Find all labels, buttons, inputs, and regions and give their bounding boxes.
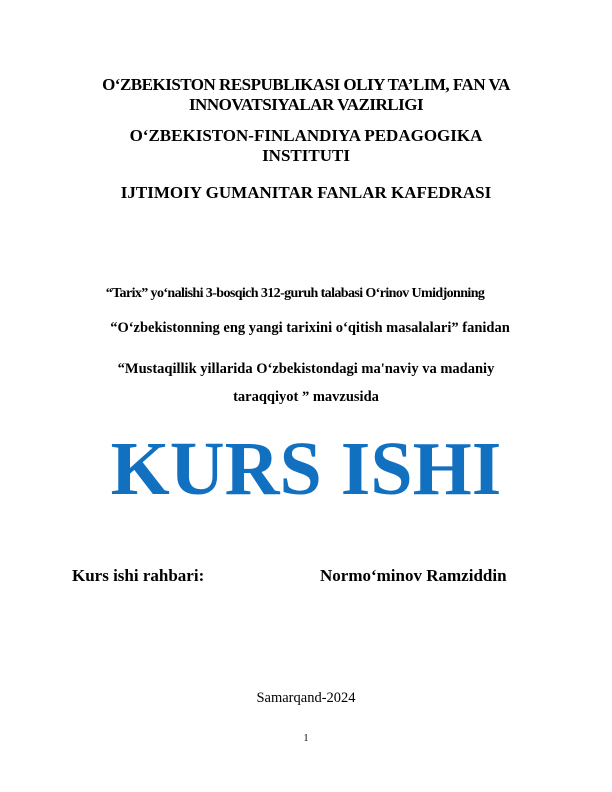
institute-heading (80, 126, 532, 166)
topic-line-2: taraqqiyot ” mavzusida (233, 389, 379, 405)
topic-line-1: “Mustaqillik yillarida O‘zbekistondagi ma'naviy va madaniy (117, 361, 495, 377)
topic-line (70, 355, 542, 411)
ministry-heading-line-1: O‘ZBEKISTON RESPUBLIKASI OLIY TA’LIM, FAN VA (102, 75, 510, 94)
city-year: Samarqand-2024 (256, 690, 356, 706)
ministry-heading (60, 75, 552, 115)
work-title: KURS ISHI (110, 427, 502, 511)
institute-heading-line-1: O‘ZBEKISTON-FINLANDIYA PEDAGOGIKA (129, 126, 483, 145)
student-line: “Tarix” yo‘nalishi 3-bosqich 312-guruh talabasi O‘rinov Umidjonning (105, 286, 485, 301)
department-heading: IJTIMOIY GUMANITAR FANLAR KAFEDRASI (120, 183, 492, 202)
supervisor-label: Kurs ishi rahbari: (72, 566, 205, 585)
page-number: 1 (303, 733, 309, 744)
subject-line: “O‘zbekistonning eng yangi tarixini o‘qitish masalalari” fanidan (110, 320, 510, 336)
ministry-heading-line-2: INNOVATSIYALAR VAZIRLIGI (188, 95, 424, 114)
institute-heading-line-2: INSTITUTI (262, 146, 350, 165)
supervisor-name: Normo‘minov Ramziddin (320, 566, 507, 585)
